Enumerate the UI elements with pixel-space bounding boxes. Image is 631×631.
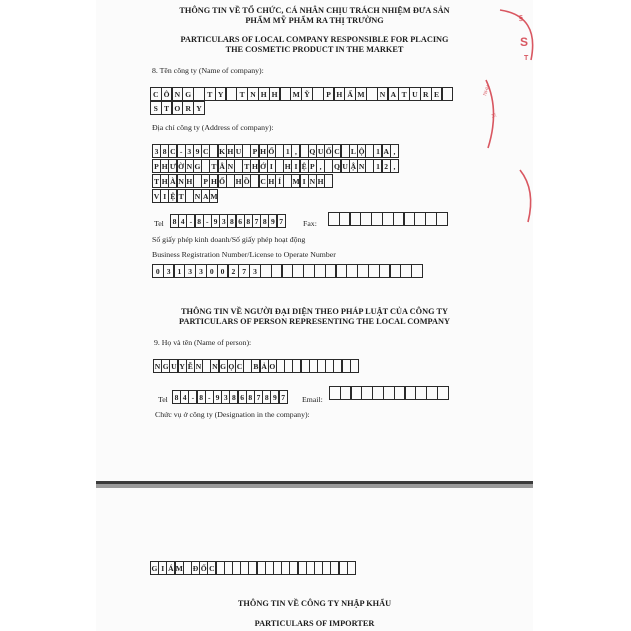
char-box: K: [218, 144, 227, 158]
char-box: H: [267, 174, 276, 188]
company-address-row-1: [152, 144, 398, 158]
char-box: Y: [215, 87, 227, 101]
local-company-heading-vi-1: THÔNG TIN VỀ TỔ CHỨC, CÁ NHÂN CHỊU TRÁCH NHIỆM ĐƯA SẢN: [179, 6, 450, 15]
char-box: [411, 264, 423, 278]
char-box: T: [242, 159, 251, 173]
char-box: Ễ: [186, 359, 195, 373]
char-box: U: [169, 359, 178, 373]
char-box: 3: [249, 264, 261, 278]
char-box: T: [398, 87, 410, 101]
char-box: Ệ: [300, 159, 309, 173]
char-box: 3: [185, 144, 194, 158]
char-box: Í: [275, 174, 284, 188]
char-box: 6: [238, 390, 247, 404]
char-box: Ờ: [177, 159, 186, 173]
char-box: T: [161, 101, 173, 115]
char-box: 9: [270, 390, 279, 404]
char-box: Q: [332, 159, 341, 173]
char-box: P: [201, 174, 210, 188]
char-box: T: [209, 159, 218, 173]
designation-label: Chức vụ ở công ty (Designation in the company):: [155, 410, 310, 419]
char-box: -: [177, 144, 186, 158]
company-name-row-2: [150, 101, 204, 115]
char-box: 7: [277, 214, 286, 228]
char-box: 9: [211, 214, 220, 228]
char-box: S: [150, 101, 162, 115]
form-page-bottom: [96, 488, 533, 631]
char-box: ,: [390, 144, 399, 158]
char-box: 8: [229, 390, 238, 404]
char-box: 8: [260, 214, 269, 228]
char-box: U: [409, 87, 421, 101]
svg-text:NHH: NHH: [482, 84, 492, 97]
char-box: E: [431, 87, 443, 101]
char-box: Ồ: [242, 174, 251, 188]
registration-label-en: Business Registration Number/License to Operate Number: [152, 250, 336, 259]
char-box: N: [153, 359, 162, 373]
char-box: G: [150, 561, 159, 575]
char-box: [347, 561, 356, 575]
char-box: Ọ: [227, 359, 236, 373]
char-box: H: [259, 144, 268, 158]
char-box: G: [161, 359, 170, 373]
char-box: U: [316, 144, 325, 158]
char-box: B: [251, 359, 260, 373]
char-box: 3: [219, 214, 228, 228]
importer-heading-en: PARTICULARS OF IMPORTER: [254, 619, 375, 628]
char-box: [324, 174, 333, 188]
char-box: H: [234, 174, 243, 188]
char-box: 8: [244, 214, 253, 228]
char-box: -: [188, 390, 197, 404]
char-box: M: [291, 174, 300, 188]
char-box: C: [207, 561, 216, 575]
char-box: 1: [174, 264, 186, 278]
char-box: -: [205, 390, 214, 404]
char-box: P: [250, 144, 259, 158]
char-box: G: [182, 87, 194, 101]
importer-heading-vi: THÔNG TIN VỀ CÔNG TY NHẬP KHẨU: [237, 599, 392, 608]
char-box: N: [193, 189, 202, 203]
char-box: N: [308, 174, 317, 188]
company-address-row-4: [152, 189, 218, 203]
char-box: [350, 359, 359, 373]
char-box: [442, 87, 454, 101]
char-box: 3: [152, 144, 161, 158]
designation-boxes: [150, 561, 355, 575]
char-box: T: [236, 87, 248, 101]
char-box: H: [316, 174, 325, 188]
representative-tel-boxes: [172, 390, 287, 404]
char-box: -: [186, 214, 195, 228]
char-box: U: [234, 144, 243, 158]
char-box: 8: [227, 214, 236, 228]
registration-number-boxes: [152, 264, 422, 278]
company-name-label: 8. Tên công ty (Name of company):: [152, 66, 264, 75]
char-box: 8: [246, 390, 255, 404]
char-box: N: [172, 87, 184, 101]
char-box: 1: [373, 144, 382, 158]
char-box: C: [259, 174, 268, 188]
char-box: À: [168, 174, 177, 188]
char-box: 9: [193, 144, 202, 158]
char-box: Ỹ: [301, 87, 313, 101]
char-box: R: [182, 101, 194, 115]
char-box: H: [283, 159, 292, 173]
char-box: H: [258, 87, 270, 101]
char-box: Ệ: [168, 189, 177, 203]
char-box: 4: [180, 390, 189, 404]
company-fax-boxes: [328, 212, 447, 226]
char-box: Ư: [168, 159, 177, 173]
char-box: [436, 212, 448, 226]
char-box: 7: [279, 390, 288, 404]
char-box: N: [377, 87, 389, 101]
char-box: V: [152, 189, 161, 203]
char-box: 8: [197, 390, 206, 404]
representative-heading-vi: THÔNG TIN VỀ NGƯỜI ĐẠI DIỆN THEO PHÁP LUẬT CỦA CÔNG TY: [180, 307, 448, 316]
char-box: N: [185, 159, 194, 173]
local-company-heading-vi-2: PHẨM MỸ PHẨM RA THỊ TRƯỜNG: [245, 16, 384, 25]
company-name-row-1: [150, 87, 452, 101]
char-box: H: [209, 174, 218, 188]
char-box: M: [355, 87, 367, 101]
char-box: Ả: [260, 359, 269, 373]
char-box: H: [250, 159, 259, 173]
char-box: 3: [195, 264, 207, 278]
char-box: H: [334, 87, 346, 101]
char-box: 8: [160, 144, 169, 158]
char-box: 8: [262, 390, 271, 404]
char-box: Ớ: [259, 159, 268, 173]
char-box: Ô: [161, 87, 173, 101]
char-box: H: [160, 159, 169, 173]
char-box: 7: [254, 390, 263, 404]
char-box: Ố: [199, 561, 208, 575]
char-box: A: [382, 144, 391, 158]
char-box: 4: [178, 214, 187, 228]
char-box: Q: [308, 144, 317, 158]
company-address-row-3: [152, 174, 332, 188]
char-box: T: [204, 87, 216, 101]
char-box: Â: [218, 159, 227, 173]
char-box: Ậ: [349, 159, 358, 173]
char-box: C: [332, 144, 341, 158]
local-company-heading-en-1: PARTICULARS OF LOCAL COMPANY RESPONSIBLE FOR PLACING: [180, 35, 449, 44]
char-box: T: [177, 189, 186, 203]
char-box: 8: [170, 214, 179, 228]
char-box: P: [152, 159, 161, 173]
char-box: G: [193, 159, 202, 173]
char-box: 3: [184, 264, 196, 278]
char-box: 9: [268, 214, 277, 228]
char-box: N: [226, 159, 235, 173]
char-box: P: [323, 87, 335, 101]
char-box: N: [357, 159, 366, 173]
char-box: 7: [252, 214, 261, 228]
char-box: Y: [178, 359, 187, 373]
char-box: 7: [238, 264, 250, 278]
char-box: 2: [382, 159, 391, 173]
char-box: 9: [213, 390, 222, 404]
char-box: 0: [152, 264, 164, 278]
char-box: N: [194, 359, 203, 373]
char-box: Ố: [324, 144, 333, 158]
char-box: M: [209, 189, 218, 203]
representative-email-label: Email:: [302, 395, 323, 404]
char-box: C: [168, 144, 177, 158]
representative-tel-label: Tel: [158, 395, 168, 404]
company-fax-label: Fax:: [303, 219, 317, 228]
char-box: Ố: [267, 144, 276, 158]
svg-text:S: S: [520, 35, 529, 49]
char-box: M: [290, 87, 302, 101]
company-tel-label: Tel: [154, 219, 164, 228]
char-box: C: [201, 144, 210, 158]
char-box: N: [210, 359, 219, 373]
char-box: Đ: [191, 561, 200, 575]
char-box: H: [160, 174, 169, 188]
svg-text:ℳ: ℳ: [490, 112, 498, 120]
representative-name-boxes: [153, 359, 358, 373]
char-box: 0: [217, 264, 229, 278]
char-box: Á: [166, 561, 175, 575]
char-box: A: [388, 87, 400, 101]
char-box: N: [247, 87, 259, 101]
char-box: I: [267, 159, 276, 173]
representative-name-label: 9. Họ và tên (Name of person):: [154, 338, 252, 347]
char-box: Ẩ: [344, 87, 356, 101]
char-box: [437, 386, 449, 400]
char-box: C: [235, 359, 244, 373]
char-box: R: [420, 87, 432, 101]
char-box: C: [150, 87, 162, 101]
char-box: Ộ: [357, 144, 366, 158]
char-box: I: [158, 561, 167, 575]
svg-text:T: T: [524, 55, 529, 62]
representative-heading-en: PARTICULARS OF PERSON REPRESENTING THE LOCAL COMPANY: [179, 317, 450, 326]
char-box: T: [152, 174, 161, 188]
local-company-heading-en-2: THE COSMETIC PRODUCT IN THE MARKET: [225, 45, 404, 54]
char-box: Ố: [218, 174, 227, 188]
char-box: 6: [236, 214, 245, 228]
char-box: H: [185, 174, 194, 188]
company-address-label: Địa chỉ công ty (Address of company):: [152, 123, 274, 132]
char-box: 0: [206, 264, 218, 278]
char-box: G: [219, 359, 228, 373]
registration-label-vi: Số giấy phép kinh doanh/Số giấy phép hoạt động: [152, 235, 306, 244]
char-box: I: [291, 159, 300, 173]
char-box: M: [175, 561, 184, 575]
company-tel-boxes: [170, 214, 285, 228]
representative-email-boxes: [329, 386, 448, 400]
char-box: 3: [221, 390, 230, 404]
char-box: Y: [193, 101, 205, 115]
char-box: 1: [373, 159, 382, 173]
char-box: I: [160, 189, 169, 203]
company-address-row-2: [152, 159, 398, 173]
char-box: 3: [163, 264, 175, 278]
char-box: 1: [283, 144, 292, 158]
char-box: ,: [316, 159, 325, 173]
char-box: L: [349, 144, 358, 158]
char-box: P: [308, 159, 317, 173]
char-box: ,: [390, 159, 399, 173]
char-box: 8: [172, 390, 181, 404]
char-box: 2: [228, 264, 240, 278]
char-box: H: [226, 144, 235, 158]
char-box: 8: [195, 214, 204, 228]
char-box: O: [268, 359, 277, 373]
char-box: ,: [291, 144, 300, 158]
char-box: -: [203, 214, 212, 228]
char-box: A: [201, 189, 210, 203]
char-box: I: [300, 174, 309, 188]
char-box: U: [341, 159, 350, 173]
char-box: H: [269, 87, 281, 101]
char-box: O: [172, 101, 184, 115]
char-box: N: [177, 174, 186, 188]
svg-text:§: §: [519, 15, 523, 22]
